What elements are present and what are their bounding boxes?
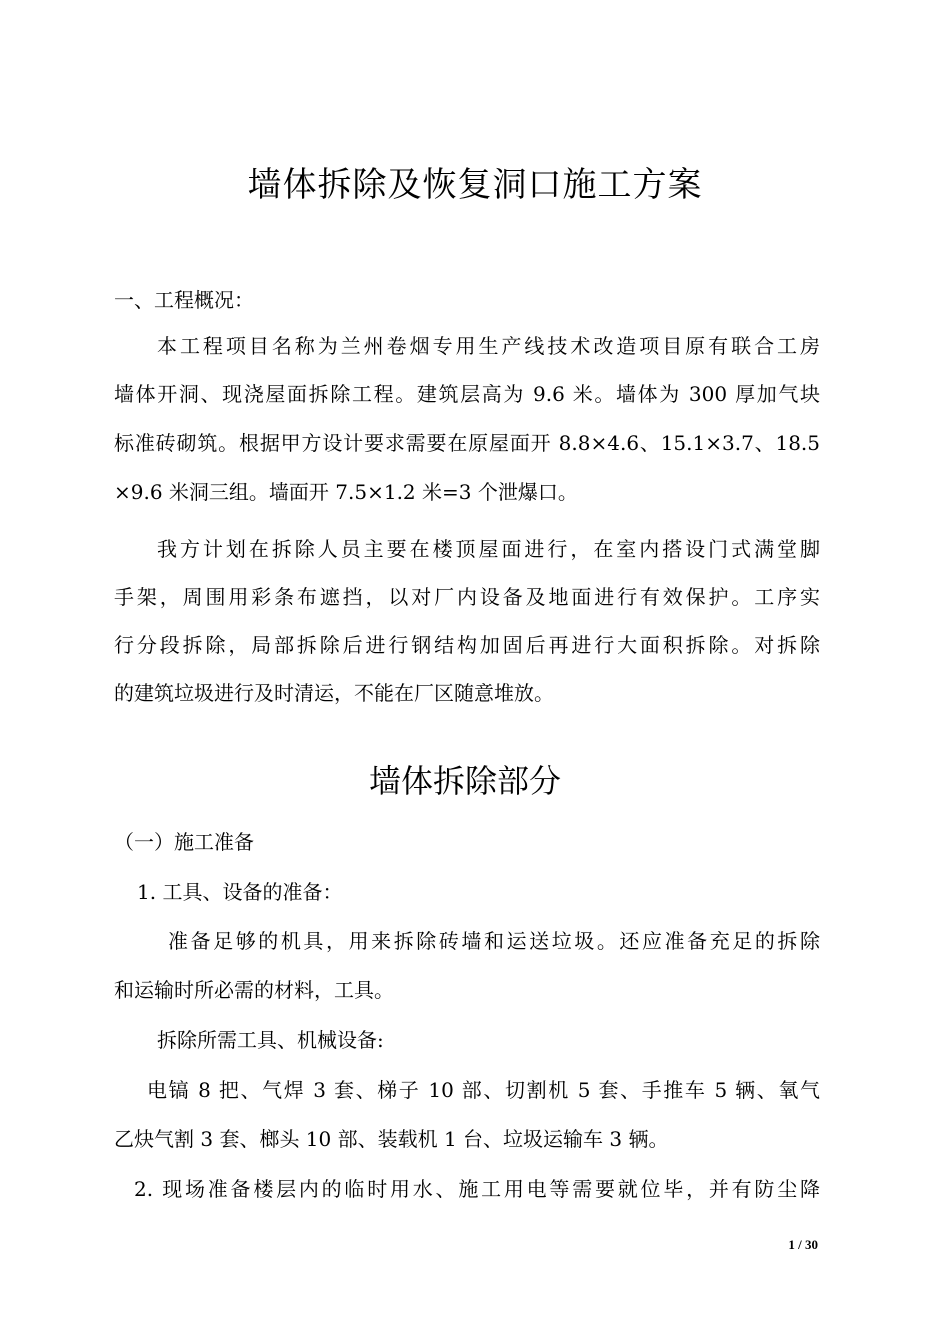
tools-list-line-1: 电镐 8 把、气焊 3 套、梯子 10 部、切割机 5 套、手推车 5 辆、氧气 bbox=[147, 1078, 820, 1102]
tools-paragraph-1-line-1: 准备足够的机具，用来拆除砖墙和运送垃圾。还应准备充足的拆除 bbox=[168, 929, 820, 953]
tools-list-line-2: 乙炔气割 3 套、榔头 10 部、装载机 1 台、垃圾运输车 3 辆。 bbox=[114, 1127, 669, 1151]
site-prep-line: 2. 现场准备楼层内的临时用水、施工用电等需要就位毕，并有防尘降 bbox=[134, 1177, 820, 1201]
overview-paragraph-1-line-1: 本工程项目名称为兰州卷烟专用生产线技术改造项目原有联合工房 bbox=[157, 334, 820, 358]
overview-paragraph-2-line-1: 我方计划在拆除人员主要在楼顶屋面进行，在室内搭设门式满堂脚 bbox=[157, 537, 820, 561]
tools-equipment-heading: 1. 工具、设备的准备： bbox=[137, 880, 343, 904]
page-number: 1 / 30 bbox=[788, 1237, 818, 1252]
section-title: 墙体拆除部分 bbox=[368, 762, 561, 800]
document-title: 墙体拆除及恢复洞口施工方案 bbox=[247, 165, 703, 205]
overview-heading: 一、工程概况： bbox=[114, 288, 254, 312]
overview-paragraph-1-line-3: 标准砖砌筑。根据甲方设计要求需要在原屋面开 8.8×4.6、15.1×3.7、18.5 bbox=[114, 431, 820, 455]
overview-paragraph-2-line-4: 的建筑垃圾进行及时清运，不能在厂区随意堆放。 bbox=[114, 681, 554, 705]
overview-paragraph-2-line-3: 行分段拆除，局部拆除后进行钢结构加固后再进行大面积拆除。对拆除 bbox=[114, 633, 820, 657]
tools-paragraph-1-line-2: 和运输时所必需的材料，工具。 bbox=[114, 978, 394, 1002]
overview-paragraph-1-line-4: ×9.6 米洞三组。墙面开 7.5×1.2 米=3 个泄爆口。 bbox=[114, 480, 578, 504]
construction-prep-heading: （一）施工准备 bbox=[114, 830, 254, 854]
tools-list-label: 拆除所需工具、机械设备: bbox=[157, 1028, 384, 1052]
overview-paragraph-1-line-2: 墙体开洞、现浇屋面拆除工程。建筑层高为 9.6 米。墙体为 300 厚加气块 bbox=[114, 382, 820, 406]
overview-paragraph-2-line-2: 手架，周围用彩条布遮挡，以对厂内设备及地面进行有效保护。工序实 bbox=[114, 585, 820, 609]
